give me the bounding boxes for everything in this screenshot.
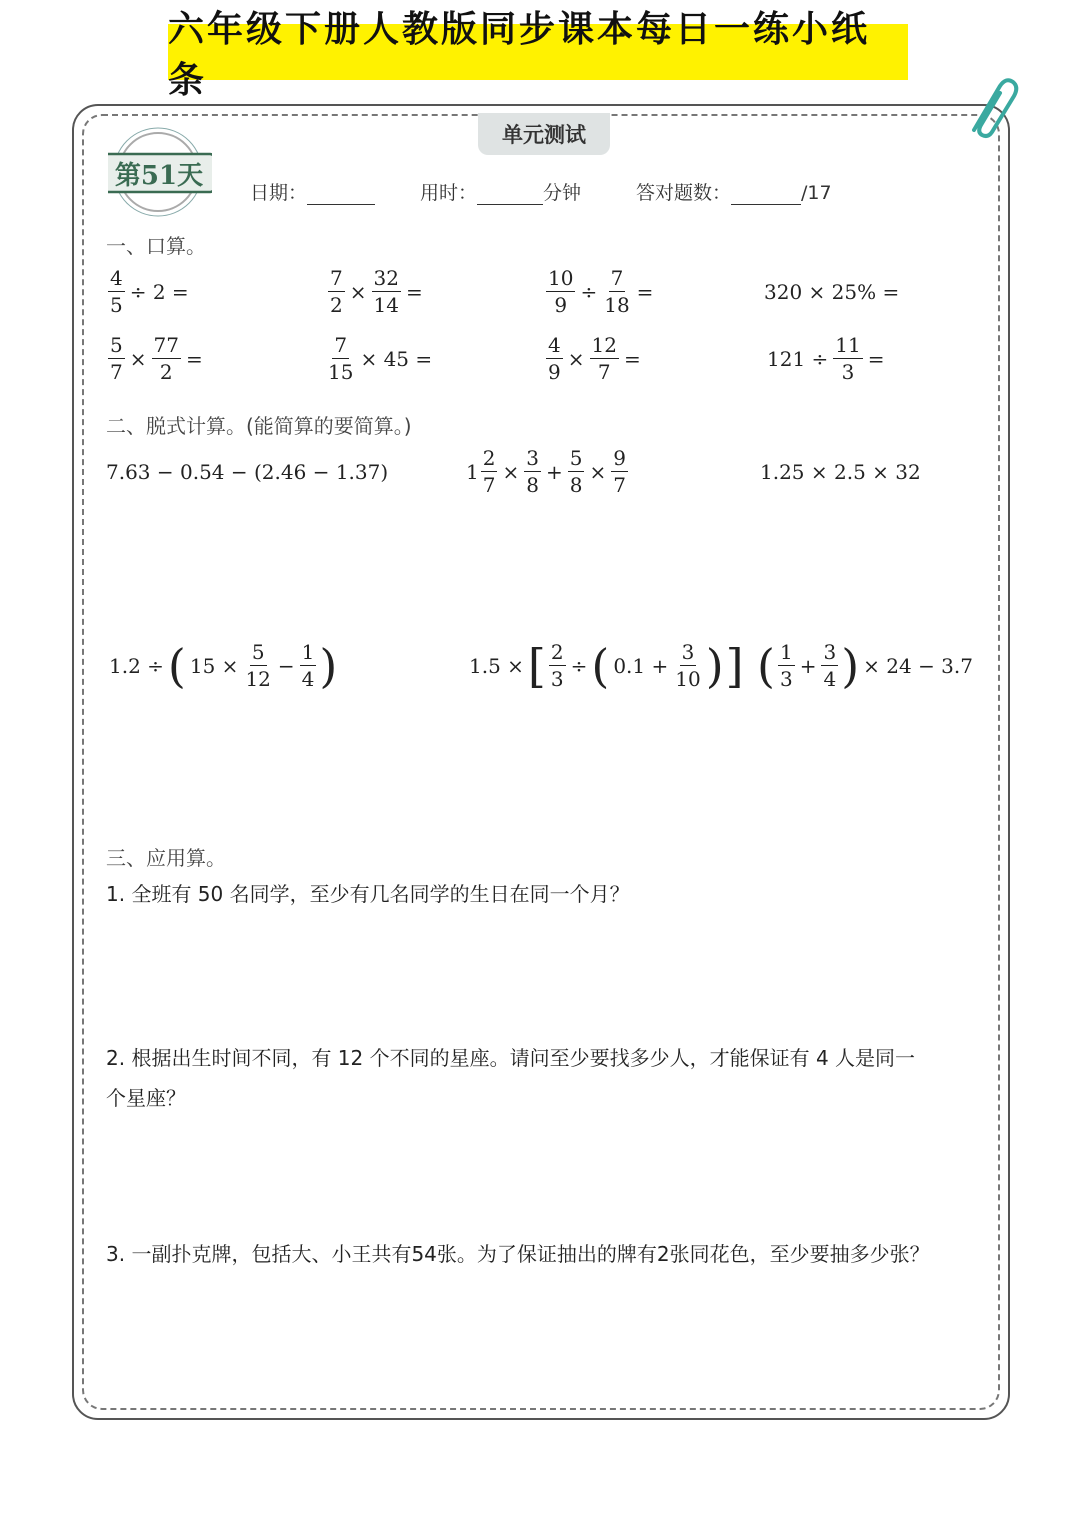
expression-inner: 0.1 + <box>613 653 669 678</box>
expression-rest: × 45 = <box>360 346 433 371</box>
denominator: 2 <box>159 360 173 384</box>
denominator: 18 <box>604 293 630 317</box>
operator: × <box>589 459 607 484</box>
calc-problem-4 <box>106 638 338 693</box>
right-paren: ) <box>705 638 724 693</box>
time-blank[interactable] <box>477 186 543 205</box>
unit-test-tab: 单元测试 <box>478 113 610 155</box>
fraction <box>673 642 702 689</box>
section-calc-title: 二、脱式计算。(能简算的要简算。) <box>106 414 412 438</box>
expression-text: 7.63 − 0.54 − (2.46 − 1.37) <box>106 460 389 484</box>
fraction <box>481 448 498 495</box>
time-unit: 分钟 <box>543 182 582 204</box>
denominator: 3 <box>779 667 793 691</box>
right-paren: ) <box>319 638 338 693</box>
oral-problem-6 <box>324 335 435 382</box>
denominator: 9 <box>554 293 568 317</box>
day-badge-label: 第51天 <box>114 160 204 191</box>
score-field <box>636 178 832 205</box>
time-field <box>420 178 581 205</box>
numerator: 9 <box>613 446 626 470</box>
date-blank[interactable] <box>307 186 375 205</box>
left-paren: ( <box>591 638 610 693</box>
calc-problem-1 <box>106 460 388 484</box>
numerator: 3 <box>823 640 837 664</box>
fraction <box>243 642 272 689</box>
fraction <box>108 335 125 382</box>
expression-inner: 15 × <box>189 653 239 678</box>
fraction <box>152 335 181 382</box>
numerator: 77 <box>153 333 179 357</box>
numerator: 2 <box>482 446 496 470</box>
equals: = <box>867 346 885 371</box>
denominator: 15 <box>328 360 354 384</box>
equals: = <box>636 279 654 304</box>
equals: = <box>623 346 641 371</box>
expression-prefix: 121 ÷ <box>767 346 829 371</box>
section-application-title: 三、应用算。 <box>106 846 226 870</box>
fraction <box>524 448 541 495</box>
fraction <box>821 642 838 689</box>
section-oral-title: 一、口算。 <box>106 234 206 258</box>
numerator: 4 <box>548 333 561 357</box>
date-field <box>250 178 375 205</box>
expression-prefix: 1.2 ÷ <box>109 653 164 678</box>
right-paren: ) <box>841 638 860 693</box>
denominator: 9 <box>548 360 561 384</box>
numerator: 10 <box>548 266 574 290</box>
operator: ÷ <box>570 653 588 678</box>
denominator: 4 <box>301 667 315 691</box>
left-bracket: [ <box>527 638 546 693</box>
right-bracket: ] <box>725 638 744 693</box>
banner-title: 六年级下册人教版同步课本每日一练小纸条 <box>168 9 871 101</box>
operator: + <box>545 459 563 484</box>
fraction <box>328 268 345 315</box>
expression-text: 320 × 25% = <box>764 280 900 304</box>
fraction <box>546 335 563 382</box>
numerator: 7 <box>334 333 348 357</box>
denominator: 10 <box>675 667 701 691</box>
fraction <box>300 642 317 689</box>
denominator: 4 <box>823 667 837 691</box>
numerator: 5 <box>251 640 265 664</box>
denominator: 2 <box>330 293 343 317</box>
denominator: 14 <box>373 293 399 317</box>
fraction <box>778 642 795 689</box>
oral-problem-8 <box>764 335 888 382</box>
fraction <box>602 268 631 315</box>
fraction <box>549 642 566 689</box>
numerator: 32 <box>373 266 399 290</box>
operator: × <box>567 346 585 371</box>
denominator: 7 <box>482 473 496 497</box>
fraction <box>590 335 619 382</box>
fraction <box>611 448 628 495</box>
fraction <box>372 268 401 315</box>
fraction <box>568 448 585 495</box>
oral-problem-1 <box>106 268 192 315</box>
operator: × <box>502 459 520 484</box>
expression-rest: ÷ 2 = <box>129 279 189 304</box>
numerator: 1 <box>301 640 315 664</box>
title-banner <box>168 9 908 101</box>
denominator: 3 <box>550 667 564 691</box>
question-1: 1. 全班有 50 名同学，至少有几名同学的生日在同一个月？ <box>106 882 630 906</box>
operator: + <box>799 653 817 678</box>
equals: = <box>405 279 423 304</box>
question-2-line-2: 个星座？ <box>106 1086 186 1110</box>
score-blank[interactable] <box>731 186 801 205</box>
numerator: 12 <box>591 333 617 357</box>
numerator: 2 <box>550 640 564 664</box>
oral-problem-3 <box>544 268 656 315</box>
denominator: 7 <box>110 360 123 384</box>
denominator: 5 <box>110 293 123 317</box>
numerator: 3 <box>526 446 539 470</box>
worksheet-dashed-border <box>82 114 1000 1410</box>
denominator: 7 <box>613 473 626 497</box>
fraction <box>108 268 125 315</box>
numerator: 7 <box>330 266 343 290</box>
operator: ÷ <box>580 279 598 304</box>
whole-number: 1 <box>466 459 479 484</box>
numerator: 7 <box>610 266 624 290</box>
paperclip-icon <box>960 72 1020 142</box>
numerator: 11 <box>835 333 861 357</box>
time-label: 用时： <box>420 182 478 204</box>
left-paren: ( <box>167 638 186 693</box>
fraction <box>326 335 355 382</box>
denominator: 8 <box>526 473 539 497</box>
oral-problem-7 <box>544 335 644 382</box>
numerator: 5 <box>110 333 123 357</box>
denominator: 8 <box>569 473 583 497</box>
denominator: 7 <box>597 360 611 384</box>
expression-prefix: 1.5 × <box>469 653 524 678</box>
oral-problem-4 <box>764 280 899 304</box>
denominator: 3 <box>841 360 855 384</box>
denominator: 12 <box>245 667 271 691</box>
operator: − <box>277 653 295 678</box>
operator: × <box>349 279 367 304</box>
calc-problem-6 <box>756 638 976 693</box>
calc-problem-3 <box>760 460 921 484</box>
oral-problem-5 <box>106 335 206 382</box>
question-3: 3. 一副扑克牌，包括大、小王共有54张。为了保证抽出的牌有2张同花色，至少要抽多少张？ <box>106 1242 930 1266</box>
question-2-line-1: 2. 根据出生时间不同，有 12 个不同的星座。请问至少要找多少人，才能保证有 4 人是同一 <box>106 1046 916 1070</box>
score-total: /17 <box>801 182 832 204</box>
numerator: 1 <box>779 640 793 664</box>
expression-rest: × 24 − 3.7 <box>863 653 973 678</box>
numerator: 5 <box>569 446 583 470</box>
calc-problem-2 <box>466 448 630 495</box>
oral-problem-2 <box>326 268 426 315</box>
fraction <box>546 268 575 315</box>
date-label: 日期： <box>250 182 308 204</box>
numerator: 4 <box>110 266 123 290</box>
operator: × <box>129 346 147 371</box>
numerator: 3 <box>681 640 695 664</box>
calc-problem-5 <box>466 638 745 693</box>
score-label: 答对题数： <box>636 182 732 204</box>
equals: = <box>185 346 203 371</box>
fraction <box>833 335 862 382</box>
expression-text: 1.25 × 2.5 × 32 <box>760 460 921 484</box>
left-paren: ( <box>757 638 775 693</box>
